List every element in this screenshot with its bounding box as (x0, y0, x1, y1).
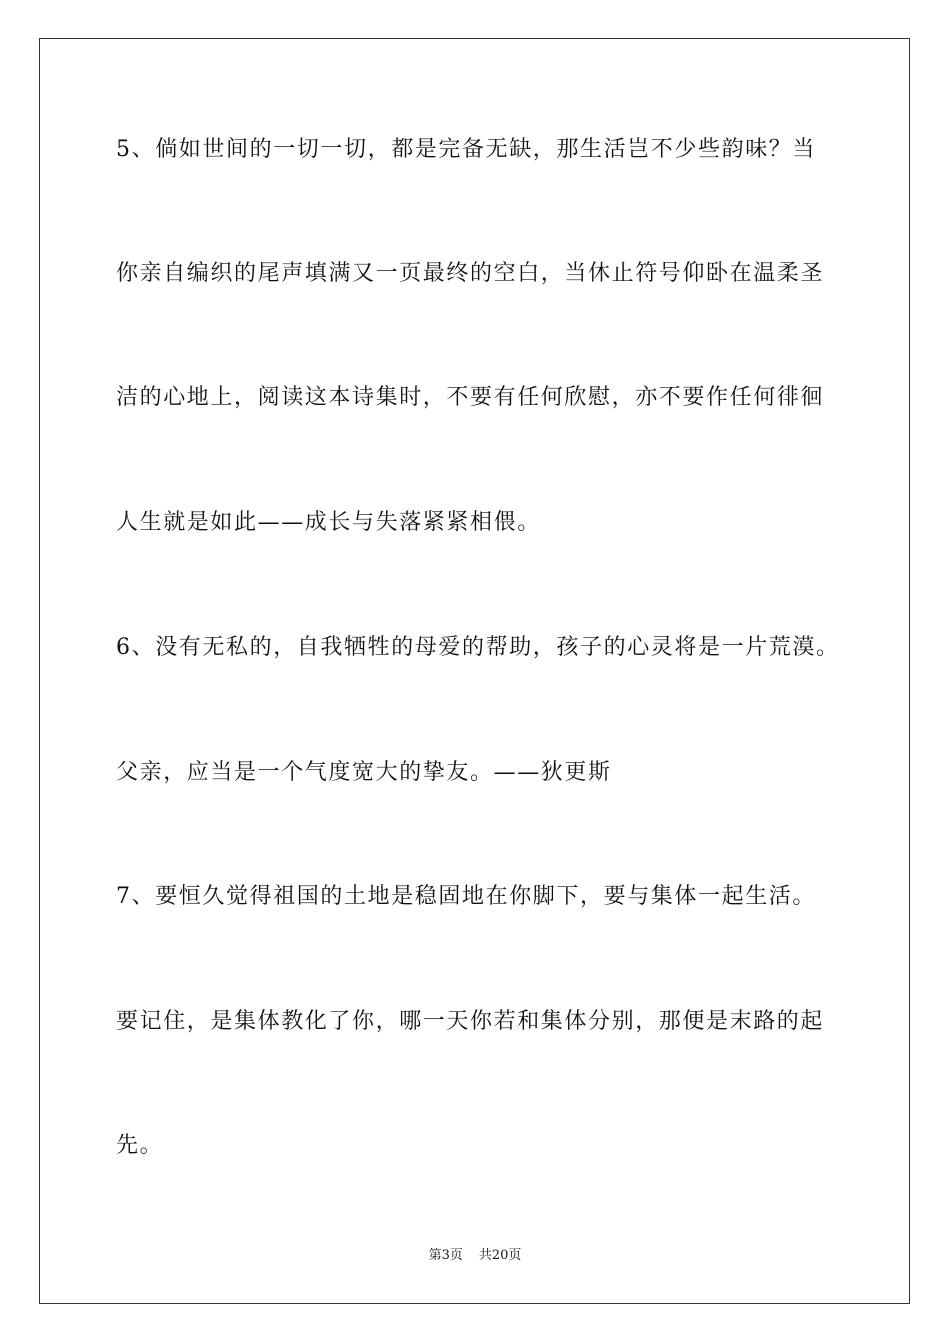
body-text-line-9: 先。 (116, 1133, 164, 1158)
body-text-line-8: 要记住，是集体教化了你，哪一天你若和集体分别，那便是末路的起 (116, 1009, 825, 1034)
body-text-line-2: 你亲自编织的尾声填满又一页最终的空白，当休止符号仰卧在温柔圣 (116, 261, 825, 286)
body-text-line-1: 5、倘如世间的一切一切，都是完备无缺，那生活岂不少些韵味？当 (116, 137, 816, 162)
page-number: 第3页 (428, 1248, 463, 1263)
body-text-line-3: 洁的心地上，阅读这本诗集时，不要有任何欣慰，亦不要作任何徘徊 (116, 385, 825, 410)
body-text-line-4: 人生就是如此——成长与失落紧紧相偎。 (116, 510, 541, 535)
page-footer (0, 1247, 950, 1265)
body-text-line-5: 6、没有无私的，自我牺牲的母爱的帮助，孩子的心灵将是一片荒漠。 (116, 635, 840, 660)
page-border (39, 38, 910, 1304)
body-text-line-7: 7、要恒久觉得祖国的土地是稳固地在你脚下，要与集体一起生活。 (116, 884, 816, 909)
body-text-line-6: 父亲，应当是一个气度宽大的挚友。——狄更斯 (116, 760, 612, 785)
page-total: 共20页 (478, 1248, 522, 1263)
